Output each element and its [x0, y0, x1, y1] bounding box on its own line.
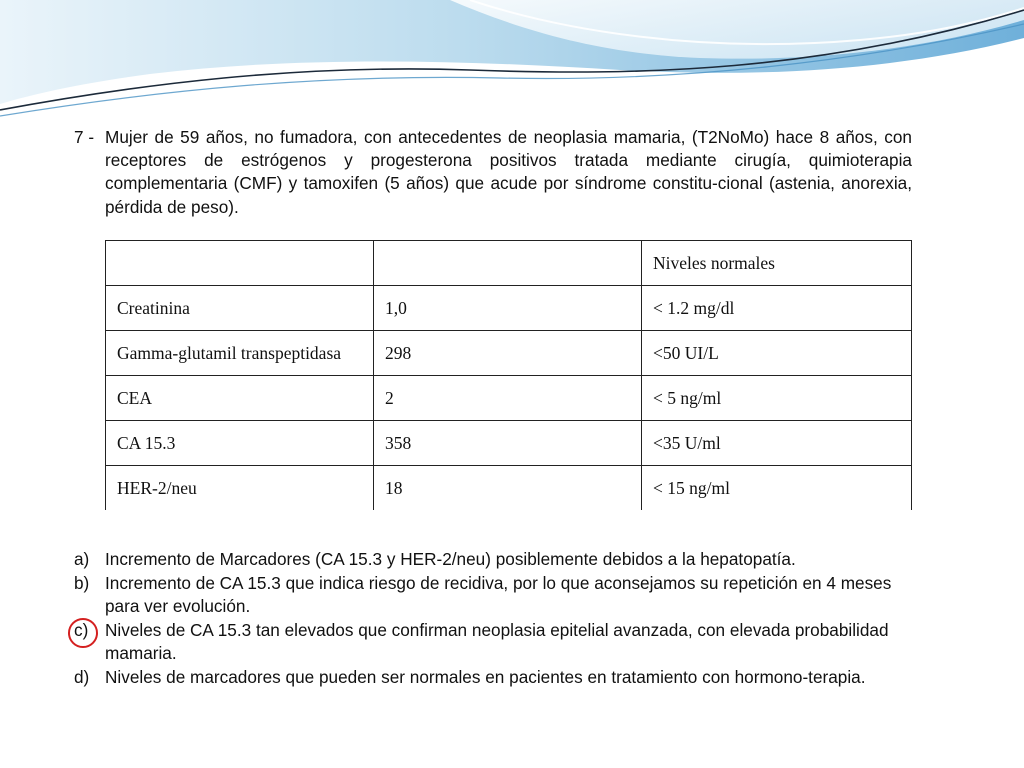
option-c[interactable] [74, 619, 912, 666]
option-d[interactable] [74, 666, 912, 690]
option-letter: d) [74, 666, 90, 687]
table-row [106, 286, 912, 331]
test-value: 2 [374, 376, 642, 421]
test-value: 18 [374, 466, 642, 511]
table-header-row [106, 241, 912, 286]
header-cell-normal: Niveles normales [642, 241, 912, 286]
question-panel [60, 116, 940, 708]
answer-options [74, 548, 912, 690]
test-value: 358 [374, 421, 642, 466]
option-letter: c) [74, 619, 89, 640]
header-cell-test [106, 241, 374, 286]
question-text: Mujer de 59 años, no fumadora, con antecedentes de neoplasia mamaria, (T2NoMo) hace 8 años, con receptores de estrógenos y progesterona positivos tratada mediante cirugía, quimioterapia complementaria (CMF) y tamoxifen (5 años) que acude por síndrome constitu-cional (astenia, anorexia, pérdida de peso). [105, 127, 912, 217]
selected-answer-circle [68, 618, 98, 648]
question-number: 7 - [74, 127, 95, 147]
normal-range: < 1.2 mg/dl [642, 286, 912, 331]
normal-range: <35 U/ml [642, 421, 912, 466]
test-value: 298 [374, 331, 642, 376]
option-text: Niveles de CA 15.3 tan elevados que confirman neoplasia epitelial avanzada, con elevada probabilidad mamaria. [105, 619, 889, 664]
option-letter: a) [74, 549, 90, 569]
normal-range: <50 UI/L [642, 331, 912, 376]
option-b[interactable] [74, 572, 912, 619]
table-row [106, 466, 912, 511]
option-text: Incremento de Marcadores (CA 15.3 y HER-2/neu) posiblemente debidos a la hepatopatía. [105, 549, 796, 569]
test-value: 1,0 [374, 286, 642, 331]
lab-results-table [105, 240, 912, 510]
test-name: CA 15.3 [106, 421, 374, 466]
table-row [106, 376, 912, 421]
option-a[interactable] [74, 548, 912, 572]
option-text: Niveles de marcadores que pueden ser normales en pacientes en tratamiento con hormono-terapia. [105, 666, 866, 687]
normal-range: < 15 ng/ml [642, 466, 912, 511]
question-stem [74, 126, 912, 219]
table-row [106, 331, 912, 376]
test-name: CEA [106, 376, 374, 421]
header-cell-value [374, 241, 642, 286]
normal-range: < 5 ng/ml [642, 376, 912, 421]
header-wave-decoration [0, 0, 1024, 120]
test-name: Creatinina [106, 286, 374, 331]
test-name: HER-2/neu [106, 466, 374, 511]
option-text: Incremento de CA 15.3 que indica riesgo de recidiva, por lo que aconsejamos su repetición en 4 meses para ver evolución. [105, 572, 892, 617]
test-name: Gamma-glutamil transpeptidasa [106, 331, 374, 376]
table-row [106, 421, 912, 466]
option-letter: b) [74, 572, 90, 593]
